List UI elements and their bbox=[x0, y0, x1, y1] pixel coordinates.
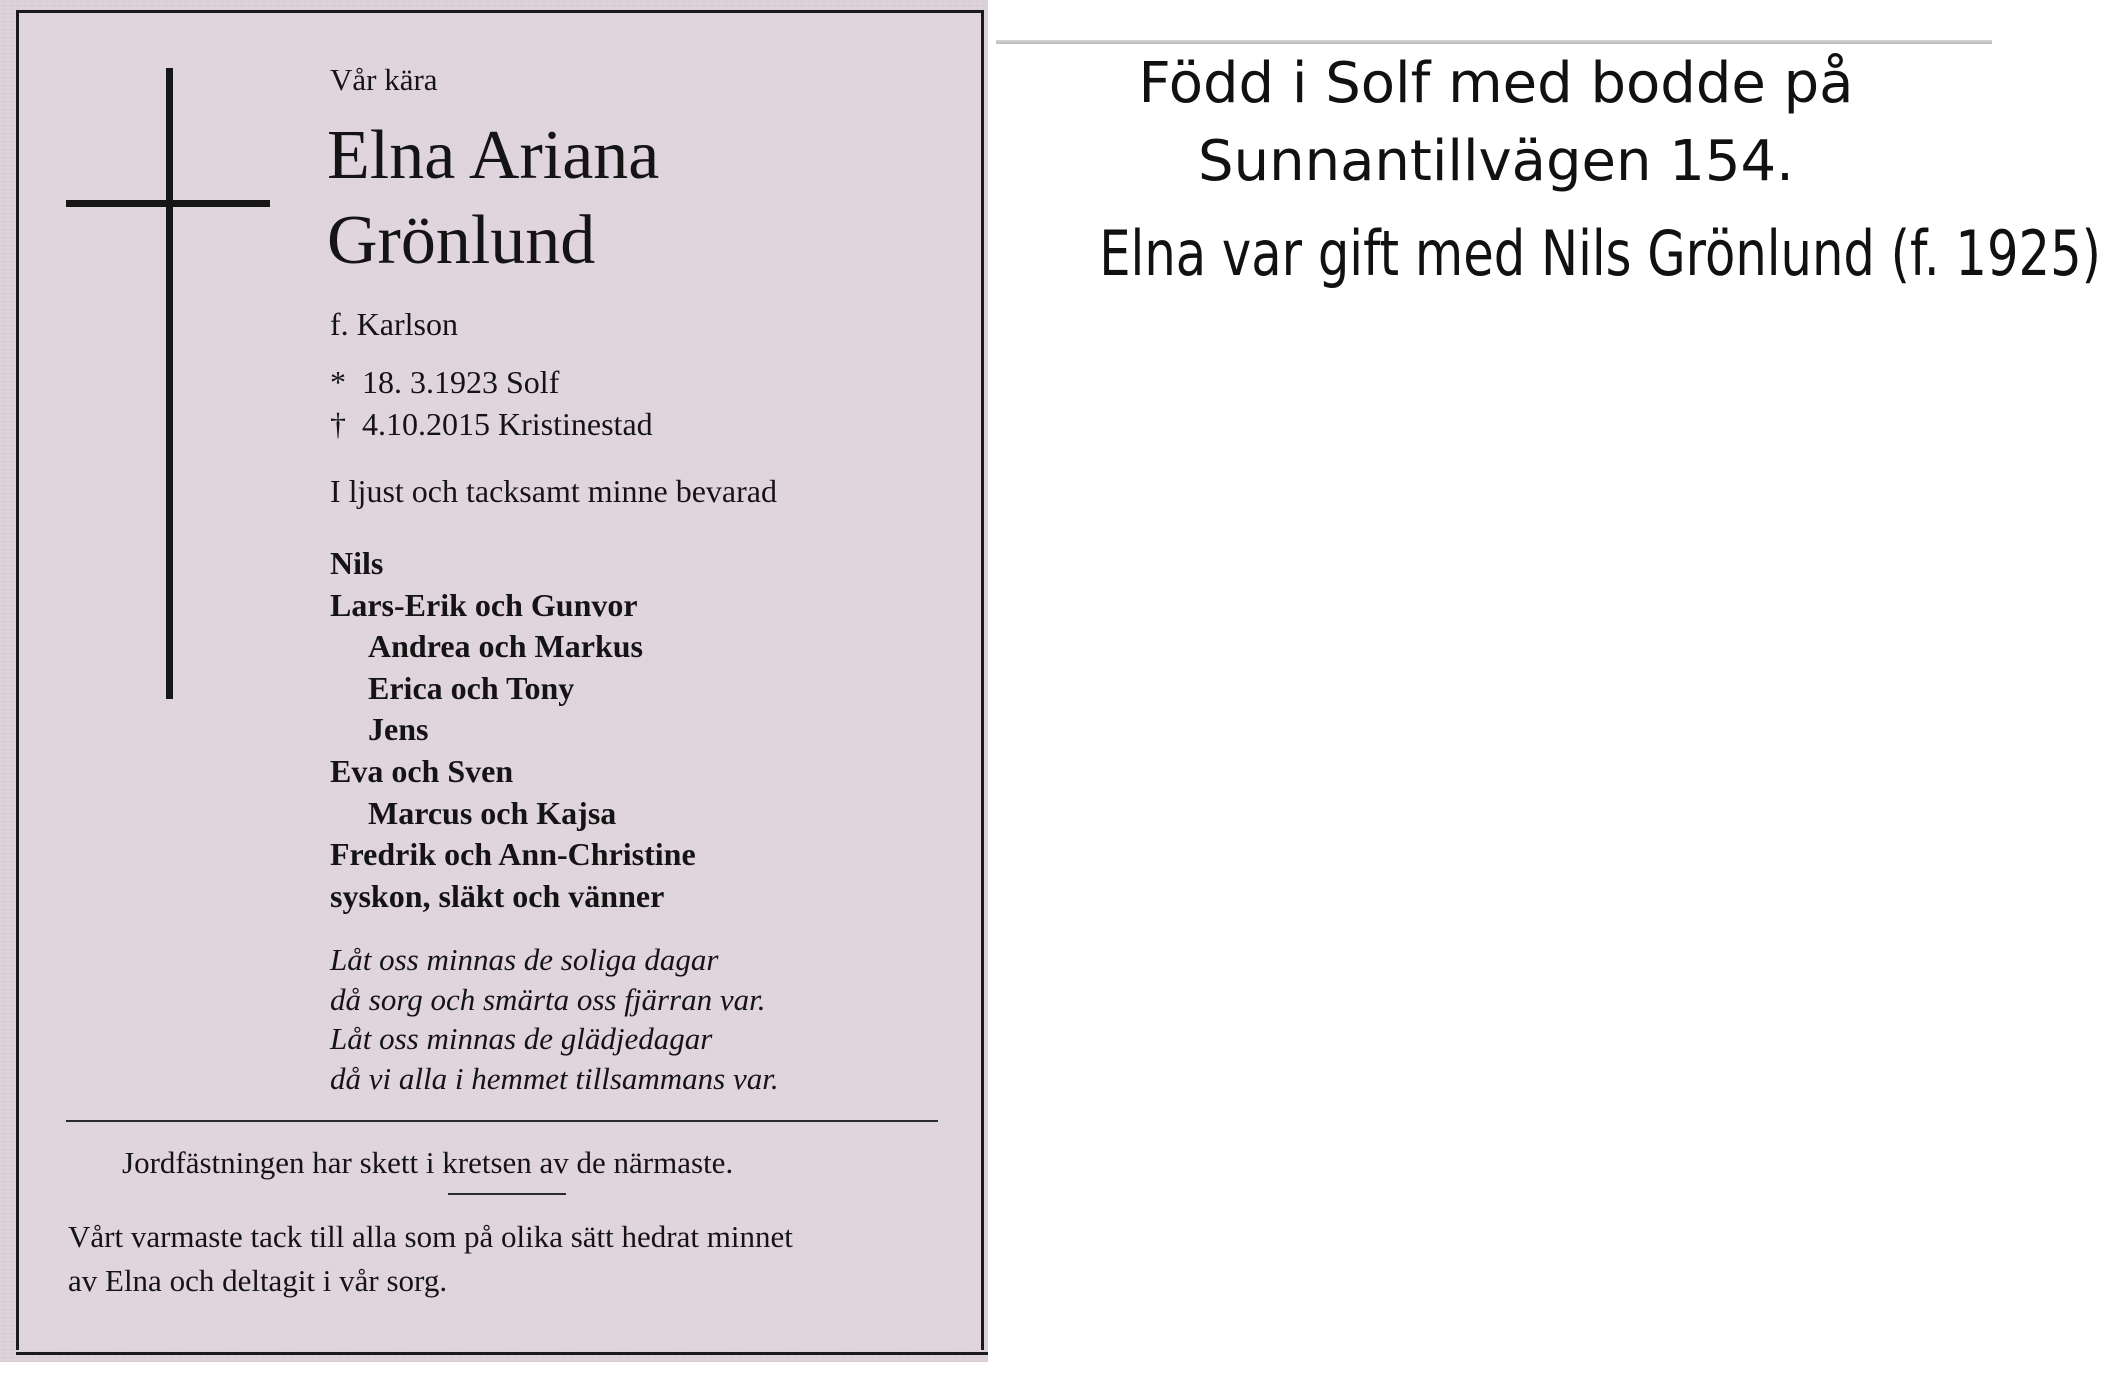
caption-divider bbox=[996, 40, 1992, 44]
poem-line: då vi alla i hemmet tillsammans var. bbox=[330, 1060, 779, 1096]
mourner-item: syskon, släkt och vänner bbox=[330, 877, 665, 914]
thanks-line-1: Vårt varmaste tack till alla som på olika sätt hedrat minnet bbox=[68, 1219, 793, 1254]
poem-line: Låt oss minnas de glädjedagar bbox=[330, 1021, 713, 1056]
deceased-first-names: Elna Ariana bbox=[327, 117, 660, 194]
funeral-note: Jordfästningen har skett i kretsen av de närmaste. bbox=[122, 1145, 734, 1180]
mourner-item: Andrea och Markus bbox=[368, 628, 643, 665]
memorial-poem bbox=[330, 940, 779, 1098]
mourner-item: Fredrik och Ann-Christine bbox=[330, 836, 696, 873]
maiden-name: f. Karlson bbox=[330, 306, 458, 342]
caption-line-3: Elna var gift med Nils Grönlund (f. 1925) bbox=[1099, 217, 2101, 290]
thanks-line-2: av Elna och deltagit i vår sorg. bbox=[68, 1263, 448, 1298]
divider-long bbox=[66, 1120, 938, 1122]
mourner-item: Jens bbox=[368, 711, 429, 748]
death-date-place: 4.10.2015 Kristinestad bbox=[362, 406, 653, 442]
mourner-item: Lars-Erik och Gunvor bbox=[330, 586, 638, 623]
death-line bbox=[330, 406, 653, 443]
caption-line-1: Född i Solf med bodde på bbox=[1138, 51, 1854, 116]
poem-line: Låt oss minnas de soliga dagar bbox=[330, 942, 719, 977]
mourner-item: Marcus och Kajsa bbox=[368, 794, 617, 831]
birth-line bbox=[330, 364, 559, 401]
mourner-item: Nils bbox=[330, 545, 384, 581]
memory-line: I ljust och tacksamt minne bevarad bbox=[330, 473, 777, 509]
birth-date-place: 18. 3.1923 Solf bbox=[362, 364, 560, 400]
cross-icon-horizontal bbox=[66, 200, 270, 207]
newspaper-clipping bbox=[0, 0, 988, 1362]
caption-line-2: Sunnantillvägen 154. bbox=[1198, 129, 1794, 194]
poem-line: då sorg och smärta oss fjärran var. bbox=[330, 981, 766, 1017]
deceased-surname: Grönlund bbox=[327, 202, 596, 279]
mourner-item: Eva och Sven bbox=[330, 752, 514, 789]
death-dagger-icon: † bbox=[330, 406, 346, 442]
frame-bottom-border bbox=[16, 1352, 988, 1355]
intro-text: Vår kära bbox=[330, 62, 438, 97]
cross-icon-vertical bbox=[166, 68, 173, 699]
mourner-item: Erica och Tony bbox=[368, 669, 575, 706]
divider-short bbox=[448, 1193, 566, 1195]
birth-star-icon: * bbox=[330, 364, 346, 400]
mourners-list bbox=[330, 543, 696, 917]
